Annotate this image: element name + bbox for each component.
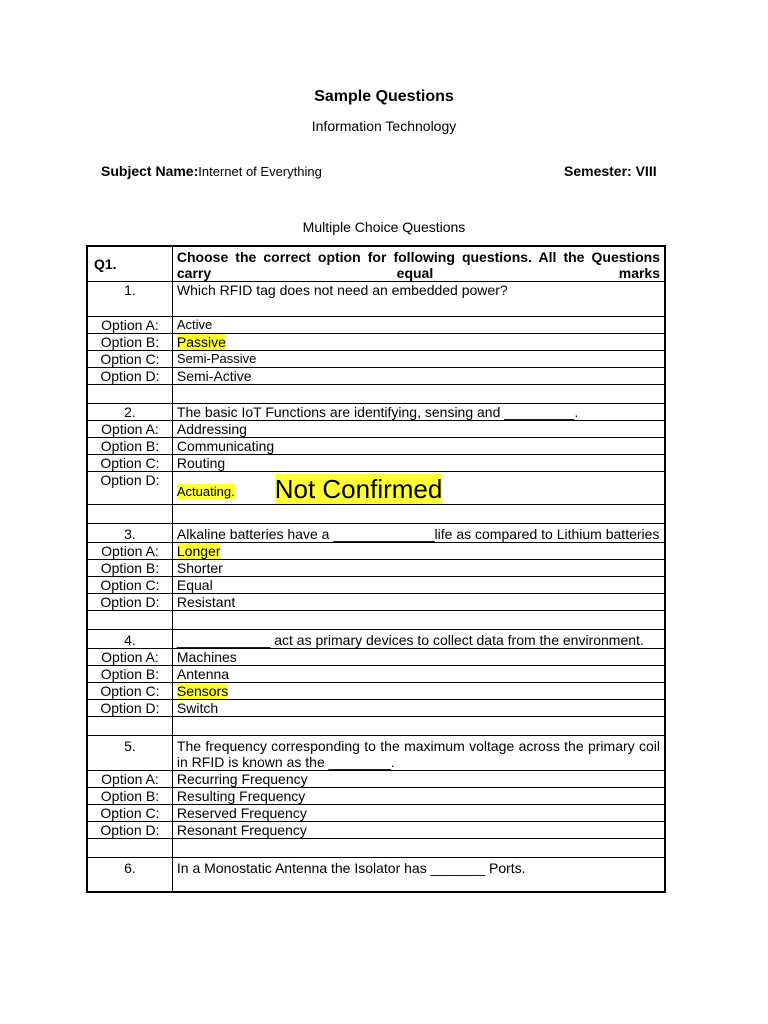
option-text-highlighted: Passive (176, 334, 226, 350)
option-label: Option D: (87, 368, 172, 385)
question-text: ____________ act as primary devices to collect data from the environment. (172, 630, 665, 649)
option-text: Shorter (172, 560, 665, 577)
option-row (87, 317, 665, 334)
option-row (87, 351, 665, 368)
not-confirmed-annotation: Not Confirmed (274, 474, 443, 504)
option-row (87, 683, 665, 700)
option-text: Resulting Frequency (172, 788, 665, 805)
option-label: Option A: (87, 543, 172, 560)
question-text: The basic IoT Functions are identifying, sensing and _________. (172, 404, 665, 421)
option-text: Routing (172, 455, 665, 472)
question-number: 1. (87, 282, 172, 317)
question-number: 5. (87, 736, 172, 771)
department: Information Technology (311, 118, 457, 134)
option-row (87, 822, 665, 839)
option-label: Option C: (87, 683, 172, 700)
question-text: In a Monostatic Antenna the Isolator has _______ Ports. (172, 858, 665, 892)
question-row (87, 630, 665, 649)
option-row (87, 334, 665, 351)
option-label: Option A: (87, 649, 172, 666)
option-row (87, 649, 665, 666)
option-row (87, 594, 665, 611)
question-text: Alkaline batteries have a _____________life as compared to Lithium batteries (172, 524, 665, 543)
option-row (87, 805, 665, 822)
option-text: Recurring Frequency (172, 771, 665, 788)
questions-table (86, 245, 666, 893)
question-number: 3. (87, 524, 172, 543)
option-text-highlighted: Sensors (176, 683, 229, 699)
option-label: Option B: (87, 666, 172, 683)
option-text: Addressing (172, 421, 665, 438)
q-label: Q1. (87, 246, 172, 282)
option-label: Option C: (87, 577, 172, 594)
question-row (87, 736, 665, 771)
spacer-row (87, 839, 665, 858)
option-text: Equal (172, 577, 665, 594)
option-text: Resistant (172, 594, 665, 611)
option-label: Option C: (87, 455, 172, 472)
spacer-row (87, 505, 665, 524)
option-label: Option A: (87, 771, 172, 788)
option-text: Active (172, 317, 665, 334)
option-row (87, 368, 665, 385)
question-text: Which RFID tag does not need an embedded power? (172, 282, 665, 317)
option-row (87, 421, 665, 438)
subject-value: Internet of Everything (198, 164, 322, 179)
question-row (87, 404, 665, 421)
subject-line (101, 163, 322, 179)
spacer-row (87, 385, 665, 404)
option-label: Option B: (87, 788, 172, 805)
spacer-row (87, 717, 665, 736)
option-text: Switch (172, 700, 665, 717)
question-row (87, 858, 665, 892)
option-label: Option D: (87, 472, 172, 505)
option-row (87, 438, 665, 455)
semester: Semester: VIII (564, 163, 657, 179)
option-label: Option B: (87, 560, 172, 577)
option-row (87, 455, 665, 472)
question-number: 6. (87, 858, 172, 892)
instructions: Choose the correct option for following questions. All the Questions carry equal marks (172, 246, 665, 282)
question-number: 2. (87, 404, 172, 421)
page-title: Sample Questions (314, 88, 454, 105)
option-label: Option A: (87, 421, 172, 438)
option-label: Option D: (87, 700, 172, 717)
question-row (87, 524, 665, 543)
option-text: Resonant Frequency (172, 822, 665, 839)
option-row (87, 560, 665, 577)
option-label: Option D: (87, 594, 172, 611)
option-text: Semi-Active (172, 368, 665, 385)
option-text-highlighted: Longer (176, 543, 221, 559)
option-text: Semi-Passive (172, 351, 665, 368)
option-label: Option B: (87, 334, 172, 351)
question-text: The frequency corresponding to the maximum voltage across the primary coil in RFID is known as the ________. (172, 736, 665, 771)
question-row (87, 282, 665, 317)
option-label: Option A: (87, 317, 172, 334)
option-row (87, 771, 665, 788)
option-label: Option B: (87, 438, 172, 455)
question-number: 4. (87, 630, 172, 649)
option-label: Option C: (87, 805, 172, 822)
option-row (87, 666, 665, 683)
table-header-row (87, 246, 665, 282)
option-text-highlighted: Actuating. (176, 484, 235, 499)
option-row (87, 700, 665, 717)
option-row (87, 543, 665, 560)
subject-label: Subject Name: (101, 163, 199, 179)
option-text: Machines (172, 649, 665, 666)
option-row (87, 577, 665, 594)
option-label: Option D: (87, 822, 172, 839)
option-text: Communicating (172, 438, 665, 455)
spacer-row (87, 611, 665, 630)
option-row (87, 472, 665, 505)
option-text: Antenna (172, 666, 665, 683)
option-text: Reserved Frequency (172, 805, 665, 822)
option-label: Option C: (87, 351, 172, 368)
section-title: Multiple Choice Questions (302, 219, 466, 235)
option-row (87, 788, 665, 805)
